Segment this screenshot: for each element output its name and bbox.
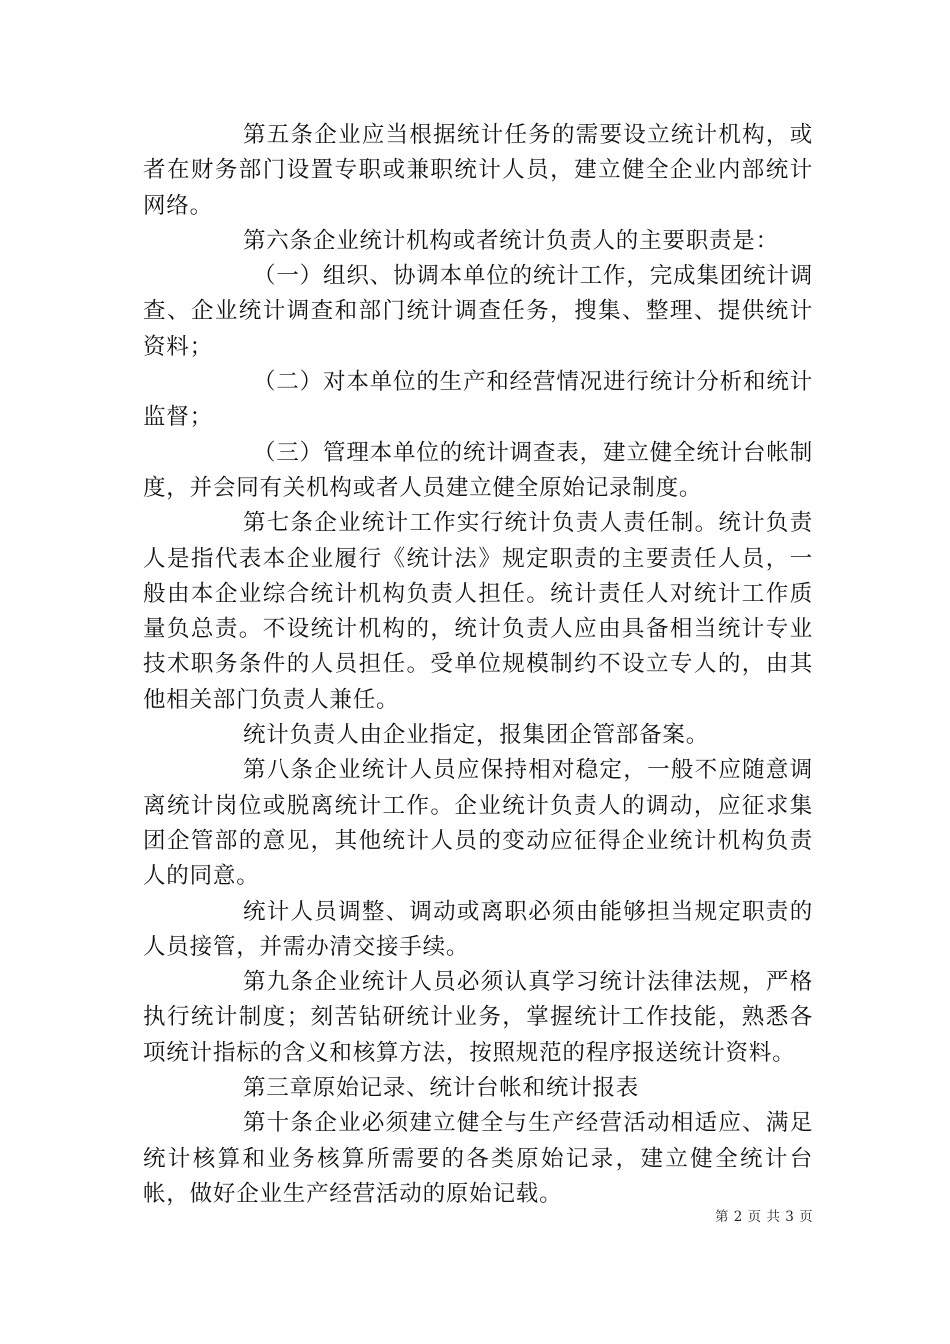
- page-number-footer: 第 2 页 共 3 页: [715, 1209, 814, 1225]
- paragraph-article-6: 第六条企业统计机构或者统计负责人的主要职责是：: [243, 227, 779, 254]
- paragraph-article-6-item-2: （二）对本单位的生产和经营情况进行统计分析和统计监督；: [143, 369, 813, 431]
- paragraph-article-9: 第九条企业统计人员必须认真学习统计法律法规，严格执行统计制度；刻苦钻研统计业务，掌握统计工作技能，熟悉各项统计指标的含义和核算方法，按照规范的程序报送统计资料。: [143, 969, 813, 1066]
- paragraph-article-8-note: 统计人员调整、调动或离职必须由能够担当规定职责的人员接管，并需办清交接手续。: [143, 898, 813, 960]
- paragraph-article-7: 第七条企业统计工作实行统计负责人责任制。统计负责人是指代表本企业履行《统计法》规定职责的主要责任人员，一般由本企业综合统计机构负责人担任。统计责任人对统计工作质量负总责。不设统计机构的，统计负责人应由具备相当统计专业技术职务条件的人员担任。受单位规模制约不设立专人的，由其他相关部门负责人兼任。: [143, 510, 813, 713]
- chapter-3-heading: 第三章原始记录、统计台帐和统计报表: [243, 1075, 640, 1102]
- paragraph-article-6-item-3: （三）管理本单位的统计调查表，建立健全统计台帐制度，并会同有关机构或者人员建立健全原始记录制度。: [143, 439, 813, 501]
- paragraph-article-5: 第五条企业应当根据统计任务的需要设立统计机构，或者在财务部门设置专职或兼职统计人员，建立健全企业内部统计网络。: [143, 122, 813, 219]
- paragraph-article-6-item-1: （一）组织、协调本单位的统计工作，完成集团统计调查、企业统计调查和部门统计调查任务，搜集、整理、提供统计资料；: [143, 263, 813, 360]
- paragraph-article-7-note: 统计负责人由企业指定，报集团企管部备案。: [243, 722, 710, 749]
- document-body: [143, 118, 813, 1212]
- paragraph-article-10: 第十条企业必须建立健全与生产经营活动相适应、满足统计核算和业务核算所需要的各类原始记录，建立健全统计台帐，做好企业生产经营活动的原始记载。: [143, 1110, 813, 1207]
- paragraph-article-8: 第八条企业统计人员应保持相对稳定，一般不应随意调离统计岗位或脱离统计工作。企业统计负责人的调动，应征求集团企管部的意见，其他统计人员的变动应征得企业统计机构负责人的同意。: [143, 757, 813, 890]
